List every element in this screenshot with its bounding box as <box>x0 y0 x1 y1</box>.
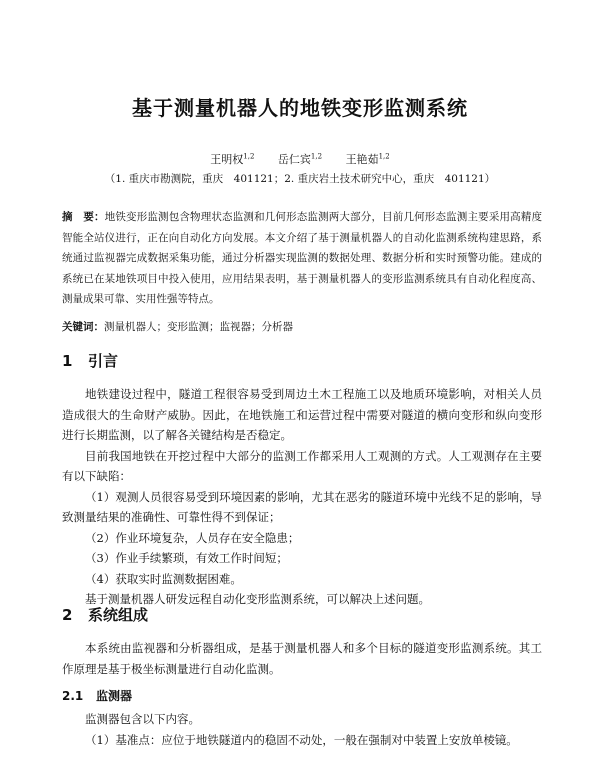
author: 王艳茹$^{1,2}$ <box>345 152 390 166</box>
paper-title: 基于测量机器人的地铁变形监测系统 <box>132 96 468 120</box>
paragraph: 本系统由监视器和分析器组成，是基于测量机器人和多个目标的隧道变形监测系统。其工作原理是基于极坐标测量进行自动化监测。 <box>62 641 542 676</box>
section-heading-1: 1 引言 <box>62 352 119 370</box>
section-2-body <box>62 638 542 679</box>
list-item: （2）作业环境复杂，人员存在安全隐患； <box>85 530 300 545</box>
list-item: （1）观测人员很容易受到环境因素的影响，尤其在恶劣的隧道环境中光线不足的影响，导致测量结果的准确性、可靠性得不到保证； <box>62 489 542 524</box>
list-item: （1）基准点：应位于地铁隧道内的稳固不动处，一般在强制对中装置上安放单棱镜。 <box>85 732 518 747</box>
paragraph: 基于测量机器人研发远程自动化变形监测系统，可以解决上述问题。 <box>85 592 430 606</box>
list-item: （3）作业手续繁琐，有效工作时间短； <box>85 551 288 565</box>
paragraph: 地铁建设过程中，隧道工程很容易受到周边土木工程施工以及地质环境影响，对相关人员造成很大的生命财产威胁。因此，在地铁施工和运营过程中需要对隧道的横向变形和纵向变形进行长期监测，以了解各关键结构是否稳定。 <box>62 387 542 442</box>
keywords-label: 关键词： <box>62 321 104 333</box>
paragraph: 监测器包含以下内容。 <box>85 712 200 726</box>
subsection-2-1-body <box>62 709 542 750</box>
keywords <box>62 317 542 337</box>
subsection-heading-2-1: 2.1 监测器 <box>62 689 133 703</box>
abstract-text: 地铁变形监测包含物理状态监测和几何形态监测两大部分，目前几何形态监测主要采用高精度智能全站仪进行，正在向自动化方向发展。本文介绍了基于测量机器人的自动化监测系统构建思路，系统通过监视器完成数据采集功能，通过分析器实现监测的数据处理、数据分析和实时预警功能。建成的系统已在某地铁项目中投入使用，应用结果表明，基于测量机器人的变形监测系统具有自动化程度高、测量成果可靠、实用性强等特点。 <box>62 211 543 305</box>
abstract-label: 摘 要： <box>62 211 105 223</box>
author: 王明权$^{1,2}$ <box>210 152 255 166</box>
author-line <box>0 151 600 167</box>
list-item: （4）获取实时监测数据困难。 <box>85 571 242 586</box>
affiliation: （1. 重庆市勘测院，重庆 401121；2. 重庆岩土技术研究中心，重庆 401121） <box>104 173 496 185</box>
abstract <box>62 207 542 310</box>
keywords-text: 测量机器人；变形监测；监视器；分析器 <box>104 321 293 333</box>
section-heading-2: 2 系统组成 <box>62 606 149 624</box>
paragraph: 目前我国地铁在开挖过程中大部分的监测工作都采用人工观测的方式。人工观测存在主要有以下缺陷： <box>62 448 542 483</box>
section-1-body <box>62 384 542 610</box>
author: 岳仁宾$^{1,2}$ <box>277 152 323 166</box>
